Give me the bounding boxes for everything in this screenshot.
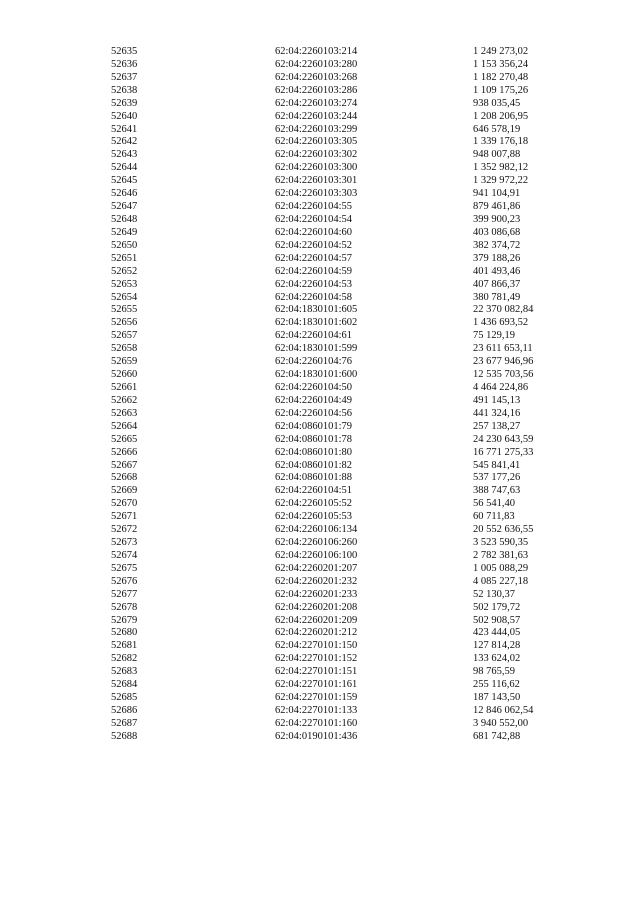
row-number: 52671 xyxy=(111,511,138,523)
cadastral-number: 62:04:2260104:56 xyxy=(275,407,353,419)
cadastral-value: 491 145,13 xyxy=(473,394,521,406)
row-number: 52683 xyxy=(111,666,138,678)
row-number: 52660 xyxy=(111,369,138,381)
cadastral-number: 62:04:2260104:55 xyxy=(275,201,353,213)
row-number: 52688 xyxy=(111,730,138,742)
cadastral-number: 62:04:2260104:76 xyxy=(275,356,353,368)
cadastral-value: 1 109 175,26 xyxy=(473,84,529,96)
table-row xyxy=(0,421,640,434)
row-number: 52669 xyxy=(111,485,138,497)
table-row xyxy=(0,460,640,473)
cadastral-value: 646 578,19 xyxy=(473,123,521,135)
row-number: 52679 xyxy=(111,614,138,626)
table-row xyxy=(0,240,640,253)
cadastral-number: 62:04:0860101:78 xyxy=(275,433,353,445)
table-row xyxy=(0,266,640,279)
cadastral-number: 62:04:2260106:134 xyxy=(275,524,358,536)
table-row xyxy=(0,602,640,615)
cadastral-value: 1 249 273,02 xyxy=(473,46,529,57)
table-row xyxy=(0,731,640,744)
table-row xyxy=(0,498,640,511)
cadastral-value: 255 116,62 xyxy=(473,679,520,691)
row-number: 52652 xyxy=(111,265,138,277)
table-row xyxy=(0,124,640,137)
cadastral-value: 23 611 653,11 xyxy=(473,343,533,355)
row-number: 52636 xyxy=(111,58,138,70)
row-number: 52635 xyxy=(111,46,138,57)
row-number: 52680 xyxy=(111,627,138,639)
row-number: 52668 xyxy=(111,472,138,484)
table-row xyxy=(0,330,640,343)
cadastral-number: 62:04:2270101:159 xyxy=(275,692,358,704)
cadastral-number: 62:04:2260103:303 xyxy=(275,188,358,200)
row-number: 52641 xyxy=(111,123,138,135)
cadastral-value: 537 177,26 xyxy=(473,472,521,484)
cadastral-value: 75 129,19 xyxy=(473,330,515,342)
row-number: 52649 xyxy=(111,226,138,238)
row-number: 52648 xyxy=(111,213,138,225)
table-row xyxy=(0,98,640,111)
cadastral-number: 62:04:2270101:151 xyxy=(275,666,358,678)
cadastral-number: 62:04:1830101:600 xyxy=(275,369,358,381)
cadastral-number: 62:04:2260103:301 xyxy=(275,175,358,187)
cadastral-number: 62:04:2260103:302 xyxy=(275,149,358,161)
cadastral-number: 62:04:2260201:207 xyxy=(275,562,358,574)
row-number: 52651 xyxy=(111,252,138,264)
cadastral-value: 382 374,72 xyxy=(473,239,521,251)
cadastral-number: 62:04:2260201:208 xyxy=(275,601,358,613)
cadastral-value: 423 444,05 xyxy=(473,627,521,639)
table-row xyxy=(0,175,640,188)
row-number: 52654 xyxy=(111,291,138,303)
cadastral-value: 1 182 270,48 xyxy=(473,71,529,83)
cadastral-number: 62:04:2260103:274 xyxy=(275,97,358,109)
row-number: 52655 xyxy=(111,304,138,316)
cadastral-number: 62:04:2260104:53 xyxy=(275,278,353,290)
cadastral-value: 257 138,27 xyxy=(473,420,521,432)
cadastral-value: 12 535 703,56 xyxy=(473,369,534,381)
cadastral-number: 62:04:2260104:52 xyxy=(275,239,353,251)
cadastral-value: 407 866,37 xyxy=(473,278,521,290)
table-row xyxy=(0,447,640,460)
row-number: 52645 xyxy=(111,175,138,187)
table-row xyxy=(0,304,640,317)
cadastral-number: 62:04:2260103:244 xyxy=(275,110,358,122)
table-row xyxy=(0,369,640,382)
cadastral-value: 127 814,28 xyxy=(473,640,521,652)
table-row xyxy=(0,227,640,240)
table-row xyxy=(0,511,640,524)
table-row xyxy=(0,653,640,666)
row-number: 52657 xyxy=(111,330,138,342)
cadastral-number: 62:04:2260201:232 xyxy=(275,575,358,587)
row-number: 52661 xyxy=(111,381,138,393)
cadastral-value: 12 846 062,54 xyxy=(473,705,534,717)
table-row xyxy=(0,279,640,292)
table-row xyxy=(0,408,640,421)
cadastral-value: 681 742,88 xyxy=(473,730,521,742)
table-row xyxy=(0,201,640,214)
row-number: 52677 xyxy=(111,588,138,600)
cadastral-value: 1 153 356,24 xyxy=(473,58,529,70)
table-row xyxy=(0,485,640,498)
table-row xyxy=(0,563,640,576)
cadastral-number: 62:04:2260104:49 xyxy=(275,394,353,406)
table-row xyxy=(0,111,640,124)
cadastral-number: 62:04:2260103:299 xyxy=(275,123,358,135)
row-number: 52667 xyxy=(111,459,138,471)
cadastral-number: 62:04:2260104:57 xyxy=(275,252,353,264)
table-row xyxy=(0,589,640,602)
cadastral-number: 62:04:2260104:59 xyxy=(275,265,353,277)
cadastral-value: 52 130,37 xyxy=(473,588,515,600)
cadastral-number: 62:04:2260106:260 xyxy=(275,537,358,549)
cadastral-number: 62:04:2260104:60 xyxy=(275,226,353,238)
table-row xyxy=(0,640,640,653)
row-number: 52678 xyxy=(111,601,138,613)
cadastral-number: 62:04:1830101:602 xyxy=(275,317,358,329)
row-number: 52685 xyxy=(111,692,138,704)
table-row xyxy=(0,524,640,537)
table-row xyxy=(0,550,640,563)
row-number: 52656 xyxy=(111,317,138,329)
cadastral-value: 380 781,49 xyxy=(473,291,521,303)
cadastral-value: 938 035,45 xyxy=(473,97,521,109)
cadastral-value: 388 747,63 xyxy=(473,485,521,497)
cadastral-value: 879 461,86 xyxy=(473,201,521,213)
row-number: 52663 xyxy=(111,407,138,419)
cadastral-value: 941 104,91 xyxy=(473,188,521,200)
cadastral-value: 948 007,88 xyxy=(473,149,521,161)
cadastral-value: 4 085 227,18 xyxy=(473,575,529,587)
cadastral-number: 62:04:2260103:280 xyxy=(275,58,358,70)
row-number: 52662 xyxy=(111,394,138,406)
cadastral-number: 62:04:0860101:79 xyxy=(275,420,353,432)
table-row xyxy=(0,136,640,149)
cadastral-number: 62:04:2260103:300 xyxy=(275,162,358,174)
table-row xyxy=(0,162,640,175)
cadastral-value: 1 329 972,22 xyxy=(473,175,529,187)
cadastral-value: 399 900,23 xyxy=(473,213,521,225)
table-row xyxy=(0,382,640,395)
row-number: 52637 xyxy=(111,71,138,83)
table-row xyxy=(0,576,640,589)
cadastral-number: 62:04:2260201:209 xyxy=(275,614,358,626)
cadastral-number: 62:04:2260103:268 xyxy=(275,71,358,83)
cadastral-number: 62:04:0190101:436 xyxy=(275,730,358,742)
cadastral-value: 1 005 088,29 xyxy=(473,562,529,574)
cadastral-number: 62:04:1830101:599 xyxy=(275,343,358,355)
cadastral-value: 98 765,59 xyxy=(473,666,515,678)
cadastral-number: 62:04:2260201:233 xyxy=(275,588,358,600)
cadastral-value: 133 624,02 xyxy=(473,653,521,665)
table-row xyxy=(0,59,640,72)
row-number: 52675 xyxy=(111,562,138,574)
row-number: 52674 xyxy=(111,549,138,561)
row-number: 52650 xyxy=(111,239,138,251)
cadastral-number: 62:04:2260103:214 xyxy=(275,46,358,57)
row-number: 52644 xyxy=(111,162,138,174)
cadastral-number: 62:04:2260105:52 xyxy=(275,498,353,510)
table-row xyxy=(0,253,640,266)
row-number: 52681 xyxy=(111,640,138,652)
row-number: 52672 xyxy=(111,524,138,536)
row-number: 52687 xyxy=(111,717,138,729)
table-row xyxy=(0,72,640,85)
row-number: 52666 xyxy=(111,446,138,458)
row-number: 52659 xyxy=(111,356,138,368)
cadastral-number: 62:04:2260103:305 xyxy=(275,136,358,148)
row-number: 52640 xyxy=(111,110,138,122)
row-number: 52653 xyxy=(111,278,138,290)
row-number: 52684 xyxy=(111,679,138,691)
cadastral-number: 62:04:2260201:212 xyxy=(275,627,358,639)
row-number: 52642 xyxy=(111,136,138,148)
cadastral-number: 62:04:2260104:50 xyxy=(275,381,353,393)
cadastral-value: 379 188,26 xyxy=(473,252,521,264)
cadastral-value: 403 086,68 xyxy=(473,226,521,238)
cadastral-number: 62:04:0860101:88 xyxy=(275,472,353,484)
table-row xyxy=(0,149,640,162)
row-number: 52639 xyxy=(111,97,138,109)
cadastral-number: 62:04:2260103:286 xyxy=(275,84,358,96)
table-row xyxy=(0,46,640,59)
cadastral-value: 16 771 275,33 xyxy=(473,446,534,458)
cadastral-number: 62:04:2270101:133 xyxy=(275,705,358,717)
row-number: 52647 xyxy=(111,201,138,213)
cadastral-value: 1 352 982,12 xyxy=(473,162,529,174)
cadastral-value: 20 552 636,55 xyxy=(473,524,534,536)
cadastral-number: 62:04:2260104:61 xyxy=(275,330,353,342)
table-row xyxy=(0,356,640,369)
cadastral-value: 502 908,57 xyxy=(473,614,521,626)
table-row xyxy=(0,666,640,679)
table-row xyxy=(0,343,640,356)
cadastral-value: 24 230 643,59 xyxy=(473,433,534,445)
cadastral-number: 62:04:2260104:58 xyxy=(275,291,353,303)
cadastral-number: 62:04:2270101:160 xyxy=(275,717,358,729)
row-number: 52682 xyxy=(111,653,138,665)
cadastral-value: 1 436 693,52 xyxy=(473,317,529,329)
cadastral-value: 401 493,46 xyxy=(473,265,521,277)
cadastral-number: 62:04:0860101:80 xyxy=(275,446,353,458)
cadastral-value: 22 370 082,84 xyxy=(473,304,534,316)
cadastral-value: 1 339 176,18 xyxy=(473,136,529,148)
table-row xyxy=(0,395,640,408)
cadastral-value: 502 179,72 xyxy=(473,601,521,613)
row-number: 52686 xyxy=(111,705,138,717)
row-number: 52658 xyxy=(111,343,138,355)
cadastral-value: 2 782 381,63 xyxy=(473,549,529,561)
row-number: 52676 xyxy=(111,575,138,587)
table-row xyxy=(0,705,640,718)
row-number: 52664 xyxy=(111,420,138,432)
row-number: 52665 xyxy=(111,433,138,445)
cadastral-number: 62:04:2270101:150 xyxy=(275,640,358,652)
cadastral-value: 545 841,41 xyxy=(473,459,521,471)
cadastral-number: 62:04:2270101:161 xyxy=(275,679,358,691)
table-row xyxy=(0,292,640,305)
cadastral-number: 62:04:2260104:51 xyxy=(275,485,353,497)
table-row xyxy=(0,718,640,731)
row-number: 52646 xyxy=(111,188,138,200)
table-row xyxy=(0,627,640,640)
table-row xyxy=(0,537,640,550)
table-row xyxy=(0,615,640,628)
cadastral-value: 23 677 946,96 xyxy=(473,356,534,368)
cadastral-value: 60 711,83 xyxy=(473,511,515,523)
table-row xyxy=(0,85,640,98)
table-row xyxy=(0,434,640,447)
table-row xyxy=(0,188,640,201)
cadastral-number: 62:04:2260104:54 xyxy=(275,213,353,225)
table-row xyxy=(0,317,640,330)
cadastral-value: 3 523 590,35 xyxy=(473,537,529,549)
table-row xyxy=(0,679,640,692)
cadastral-value: 187 143,50 xyxy=(473,692,521,704)
table-row xyxy=(0,214,640,227)
cadastral-value: 1 208 206,95 xyxy=(473,110,529,122)
row-number: 52643 xyxy=(111,149,138,161)
cadastral-number: 62:04:2270101:152 xyxy=(275,653,358,665)
cadastral-value: 4 464 224,86 xyxy=(473,381,529,393)
table-row xyxy=(0,692,640,705)
cadastral-number: 62:04:2260105:53 xyxy=(275,511,353,523)
cadastral-value: 441 324,16 xyxy=(473,407,521,419)
cadastral-value-table xyxy=(0,46,640,744)
row-number: 52673 xyxy=(111,537,138,549)
row-number: 52670 xyxy=(111,498,138,510)
row-number: 52638 xyxy=(111,84,138,96)
cadastral-number: 62:04:2260106:100 xyxy=(275,549,358,561)
cadastral-number: 62:04:1830101:605 xyxy=(275,304,358,316)
cadastral-number: 62:04:0860101:82 xyxy=(275,459,353,471)
cadastral-value: 56 541,40 xyxy=(473,498,515,510)
cadastral-value: 3 940 552,00 xyxy=(473,717,529,729)
table-row xyxy=(0,472,640,485)
